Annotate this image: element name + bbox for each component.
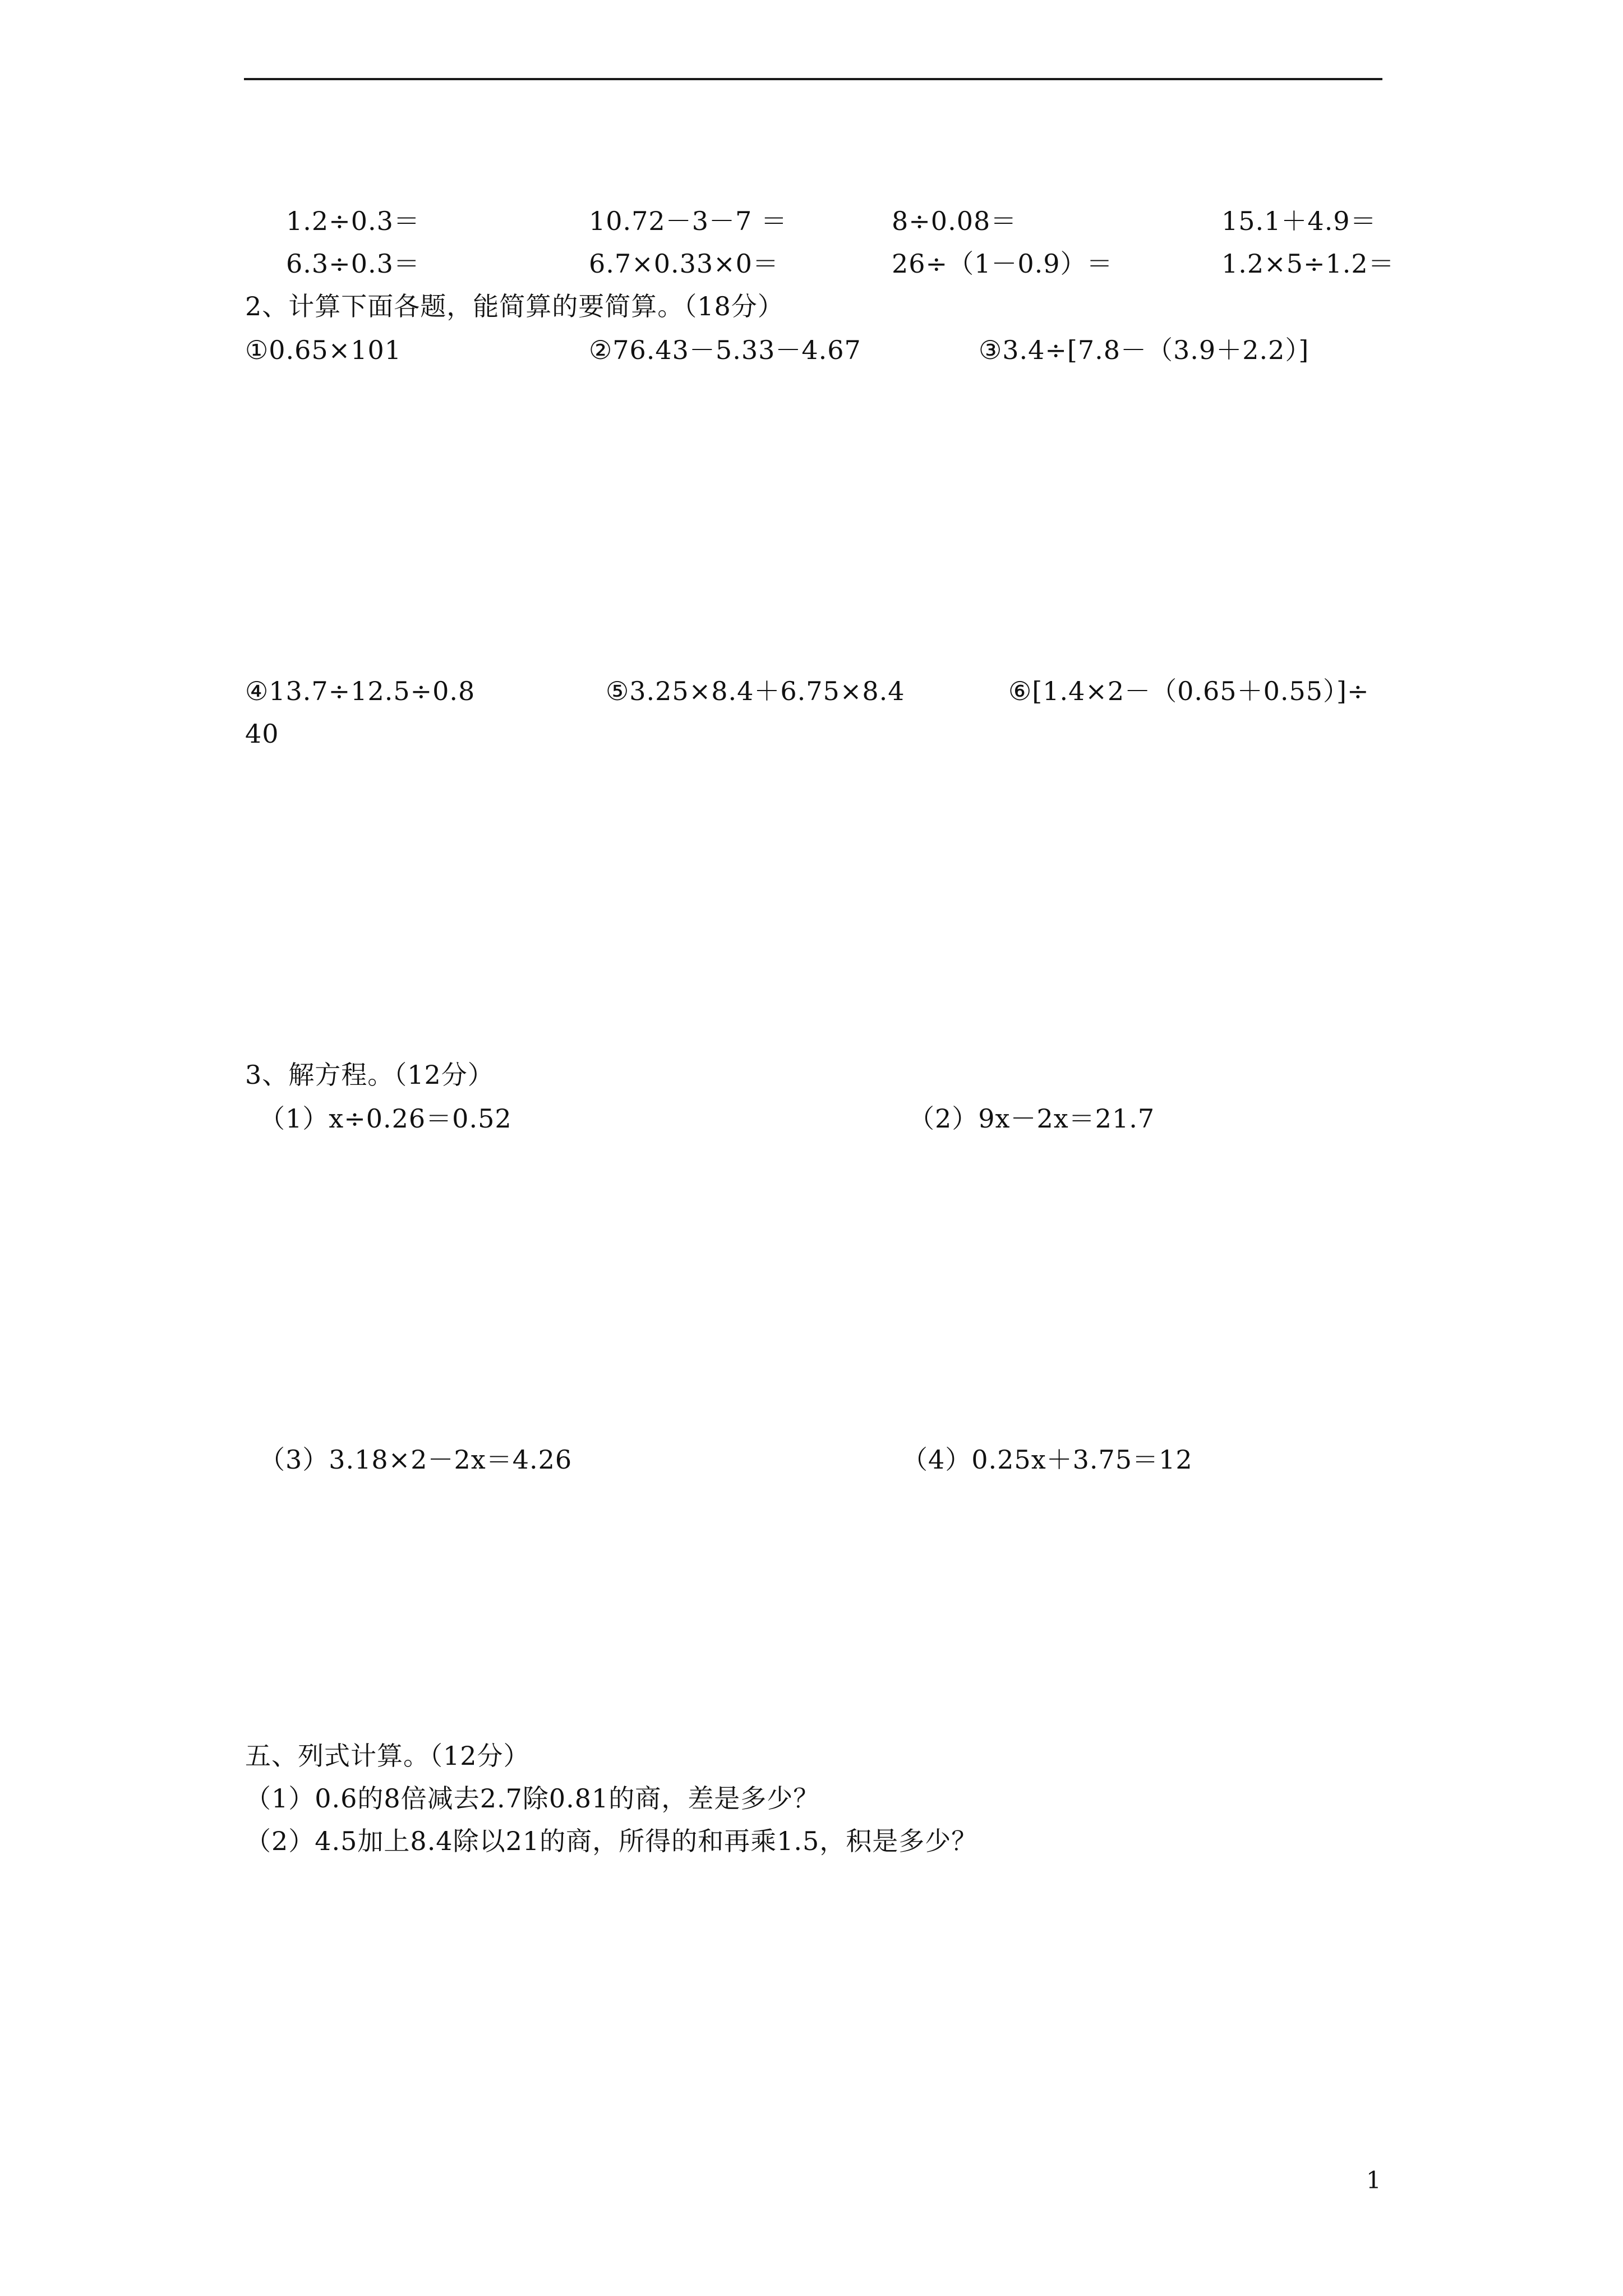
section-heading: 2、计算下面各题，能简算的要简算。（18分）	[245, 291, 784, 321]
oral-calc-item: 10.72－3－7 ＝	[589, 206, 787, 236]
page-number: 1	[1366, 2166, 1381, 2194]
oral-calc-item: 15.1＋4.9＝	[1221, 206, 1377, 236]
section-heading: 五、列式计算。（12分）	[245, 1741, 530, 1771]
oral-calc-item: 1.2×5÷1.2＝	[1221, 249, 1395, 279]
equation-item: （3）3.18×2－2x＝4.26	[259, 1444, 573, 1475]
problem-item: ④13.7÷12.5÷0.8	[245, 676, 476, 706]
equation-item: （2）9x－2x＝21.7	[909, 1103, 1155, 1134]
header-rule	[244, 78, 1382, 80]
oral-calc-item: 6.7×0.33×0＝	[589, 249, 779, 279]
equation-item: （4）0.25x＋3.75＝12	[902, 1444, 1193, 1475]
equation-item: （1）x÷0.26＝0.52	[259, 1103, 512, 1134]
problem-item: ⑤3.25×8.4＋6.75×8.4	[606, 676, 905, 706]
problem-item: ⑥[1.4×2－（0.65＋0.55）]÷	[1008, 676, 1370, 706]
oral-calc-item: 1.2÷0.3＝	[286, 206, 420, 236]
problem-item: ①0.65×101	[245, 335, 402, 365]
word-problem: （1）0.6的8倍减去2.7除0.81的商，差是多少？	[245, 1783, 820, 1814]
problem-item: ③3.4÷[7.8－（3.9＋2.2）]	[979, 335, 1310, 365]
word-problem: （2）4.5加上8.4除以21的商，所得的和再乘1.5，积是多少？	[245, 1826, 978, 1856]
oral-calc-item: 6.3÷0.3＝	[286, 249, 420, 279]
problem-item-wrap: 40	[245, 719, 279, 749]
problem-item: ②76.43－5.33－4.67	[589, 335, 861, 365]
section-heading: 3、解方程。（12分）	[245, 1060, 494, 1090]
oral-calc-item: 26÷（1－0.9）＝	[892, 249, 1113, 279]
oral-calc-item: 8÷0.08＝	[892, 206, 1017, 236]
